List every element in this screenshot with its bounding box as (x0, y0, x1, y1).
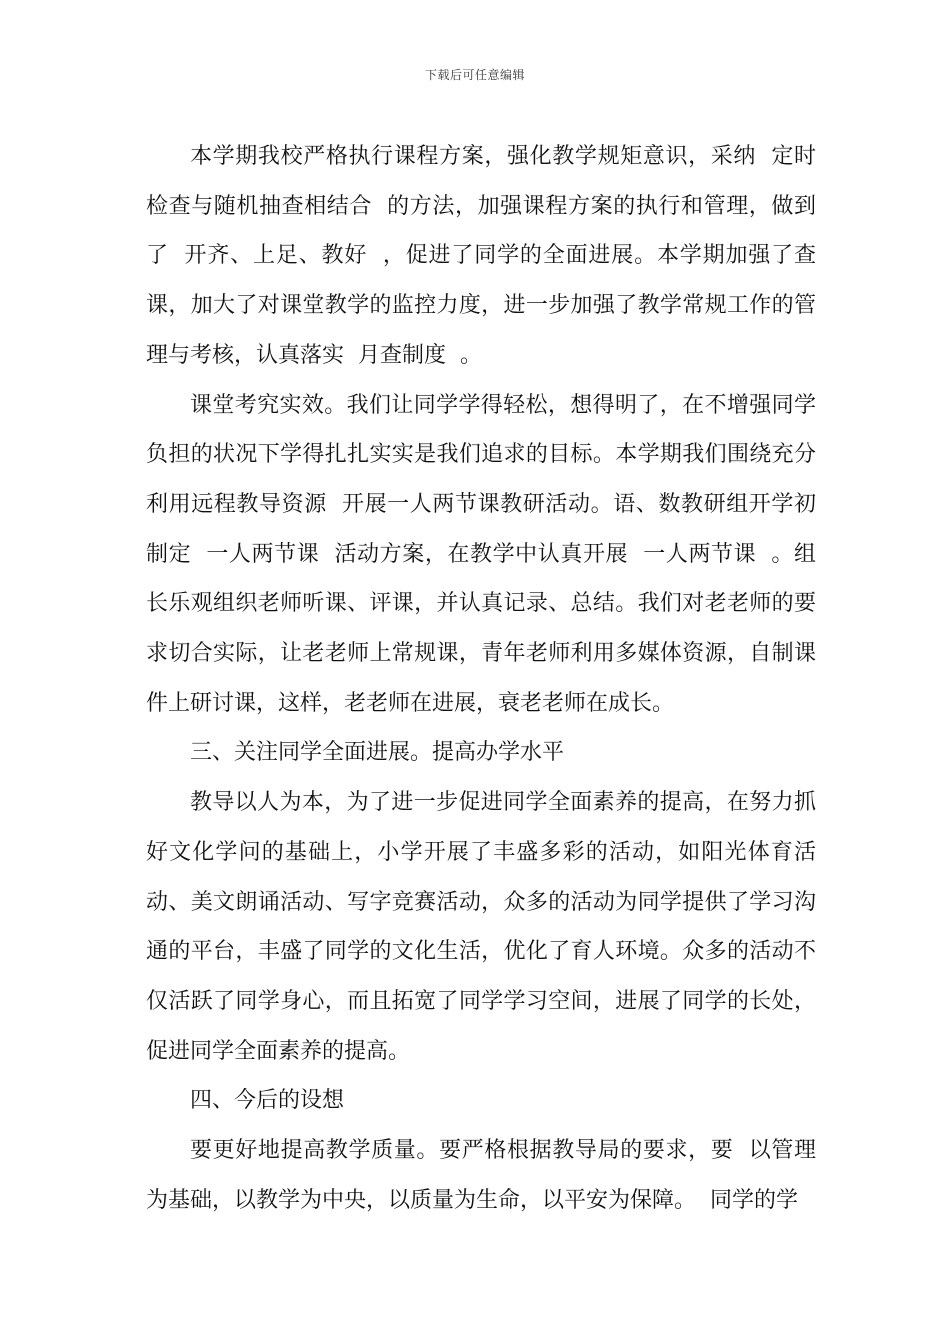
section-heading-four: 四、今后的设想 (190, 1088, 345, 1114)
paragraph-curriculum: 本学期我校严格执行课程方案，强化教学规矩意识，采纳 定时检查与随机抽查相结合 的方法，加强课程方案的执行和管理，做到了 开齐、上足、教好 ，促进了同学的全面进展。本学期加强了查课，加大了对课堂教学的监控力度，进一步加强了教学常规工作的管理与考核，认真落实 月查制度 。 (146, 144, 816, 368)
page-header: 下载后可任意编辑 (424, 68, 525, 82)
paragraph-plans: 要更好地提高教学质量。要严格根据教导局的要求，要 以管理为基础，以教学为中央，以质量为生命，以平安为保障。 同学的学 (146, 1138, 816, 1213)
paragraph-classroom: 课堂考究实效。我们让同学学得轻松，想得明了，在不增强同学负担的状况下学得扎扎实实是我们追求的目标。本学期我们围绕充分利用远程教导资源 开展一人两节课教研活动。语、数教研组开学初制定 一人两节课 活动方案，在教学中认真开展 一人两节课 。组长乐观组织老师听课、评课，并认真记录、总结。我们对老老师的要求切合实际，让老老师上常规课，青年老师利用多媒体资源，自制课件上研讨课，这样，老老师在进展，衰老老师在成长。 (146, 392, 816, 716)
document-body (146, 132, 816, 1225)
paragraph-education: 教导以人为本，为了进一步促进同学全面素养的提高，在努力抓好文化学问的基础上，小学开展了丰盛多彩的活动，如阳光体育活动、美文朗诵活动、写字竞赛活动，众多的活动为同学提供了学习沟通的平台，丰盛了同学的文化生活，优化了育人环境。众多的活动不仅活跃了同学身心，而且拓宽了同学学习空间，进展了同学的长处，促进同学全面素养的提高。 (146, 790, 816, 1064)
section-heading-three: 三、关注同学全面进展。提高办学水平 (190, 740, 565, 766)
